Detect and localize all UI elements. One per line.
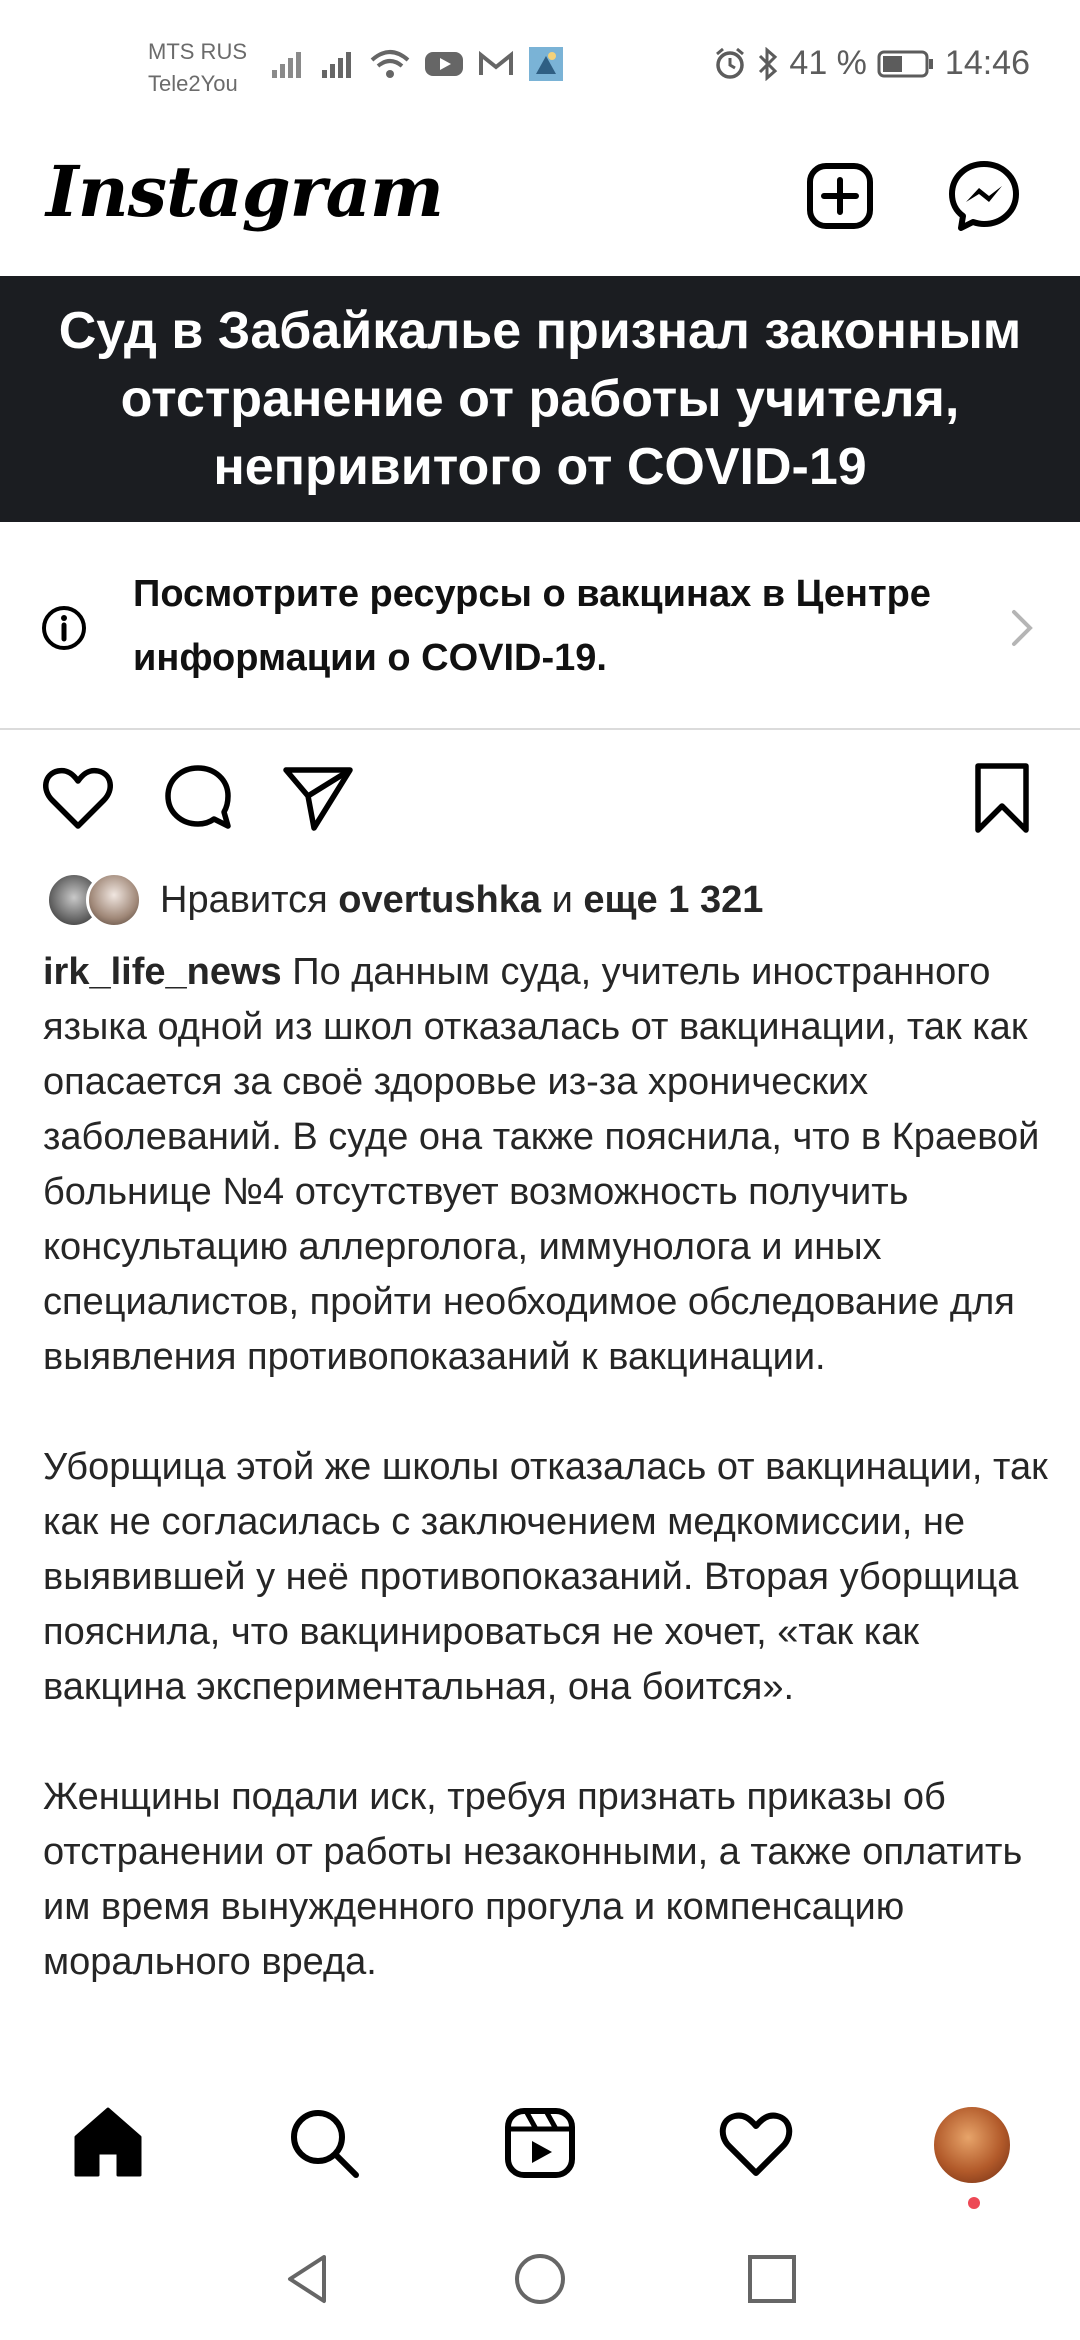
search-icon[interactable] — [284, 2103, 364, 2183]
caption-paragraph-3: Женщины подали иск, требуя признать приказы об отстранении от работы незаконными, а также оплатить им время вынужденного прогула и компенсацию морального вреда. — [43, 1776, 1023, 1983]
covid-notice-text: Посмотрите ресурсы о вакцинах в Центре информации о COVID-19. — [133, 573, 931, 679]
back-icon[interactable] — [280, 2251, 336, 2307]
status-left-icons — [270, 46, 564, 82]
notification-dot — [968, 2197, 980, 2209]
bookmark-icon[interactable] — [964, 760, 1040, 836]
gmail-icon — [478, 49, 514, 79]
comment-icon[interactable] — [160, 760, 236, 836]
bluetooth-icon — [757, 47, 779, 81]
app-header — [0, 130, 1080, 275]
status-right-icons — [713, 44, 1030, 83]
likes-row[interactable] — [46, 872, 763, 928]
liker-avatar — [86, 872, 142, 928]
post-actions — [0, 760, 1080, 860]
home-circle-icon[interactable] — [512, 2251, 568, 2307]
status-bar — [0, 0, 1080, 130]
new-post-icon[interactable] — [802, 158, 878, 234]
share-send-icon[interactable] — [280, 760, 356, 836]
carrier-2: Tele2You — [148, 71, 238, 96]
covid-info-notice[interactable] — [0, 522, 1080, 730]
reels-icon[interactable] — [500, 2103, 580, 2183]
caption-paragraph-1: По данным суда, учитель иностранного языка одной из школ отказалась от вакцинации, так как опасается за своё здоровье из-за хронических заболеваний. В суде она также пояснила, что в Краевой больнице №4 отсутствует возможность получить консультацию аллерголога, иммунолога и иных специалистов, пройти необходимое обследование для выявления противопоказаний к вакцинации. — [43, 951, 1040, 1378]
likes-conj: и — [551, 878, 573, 921]
wifi-icon — [370, 48, 410, 80]
chevron-right-icon — [1004, 606, 1040, 650]
likes-text — [160, 879, 763, 922]
caption-username[interactable]: irk_life_news — [43, 951, 282, 993]
caption-paragraph-2: Уборщица этой же школы отказалась от вакцинации, так как не согласилась с заключением медкомиссии, не выявившей у неё противопоказаний. Вторая уборщица пояснила, что вакцинироваться не хочет, «так как вакцина экспериментальная, она боится». — [43, 1446, 1048, 1708]
post-caption — [43, 945, 1053, 2073]
alarm-icon — [713, 47, 747, 81]
signal-icon-2 — [320, 48, 356, 80]
info-icon — [40, 604, 88, 652]
clock: 14:46 — [944, 44, 1030, 82]
carrier-names — [148, 36, 247, 100]
likes-prefix: Нравится — [160, 878, 328, 921]
signal-icon — [270, 48, 306, 80]
battery-percent: 41 % — [789, 44, 867, 82]
recents-square-icon[interactable] — [744, 2251, 800, 2307]
youtube-icon — [424, 49, 464, 79]
battery-icon — [877, 49, 935, 79]
app-notification-icon — [528, 46, 564, 82]
bottom-navigation — [0, 2073, 1080, 2223]
likes-others-count[interactable]: еще 1 321 — [583, 878, 764, 921]
post-image-title: Суд в Забайкалье признал законным отстранение от работы учителя, непривитого от COVID-19 — [58, 302, 1022, 496]
instagram-logo[interactable]: Instagram — [46, 150, 443, 233]
liker-username[interactable]: overtushka — [338, 878, 541, 921]
like-heart-icon[interactable] — [40, 760, 116, 836]
activity-heart-icon[interactable] — [716, 2103, 796, 2183]
post-image[interactable] — [0, 276, 1080, 522]
profile-avatar[interactable] — [932, 2105, 1012, 2185]
messenger-icon[interactable] — [946, 158, 1022, 234]
home-icon[interactable] — [68, 2103, 148, 2183]
system-navigation-bar — [0, 2223, 1080, 2340]
carrier-1: MTS RUS — [148, 39, 247, 64]
